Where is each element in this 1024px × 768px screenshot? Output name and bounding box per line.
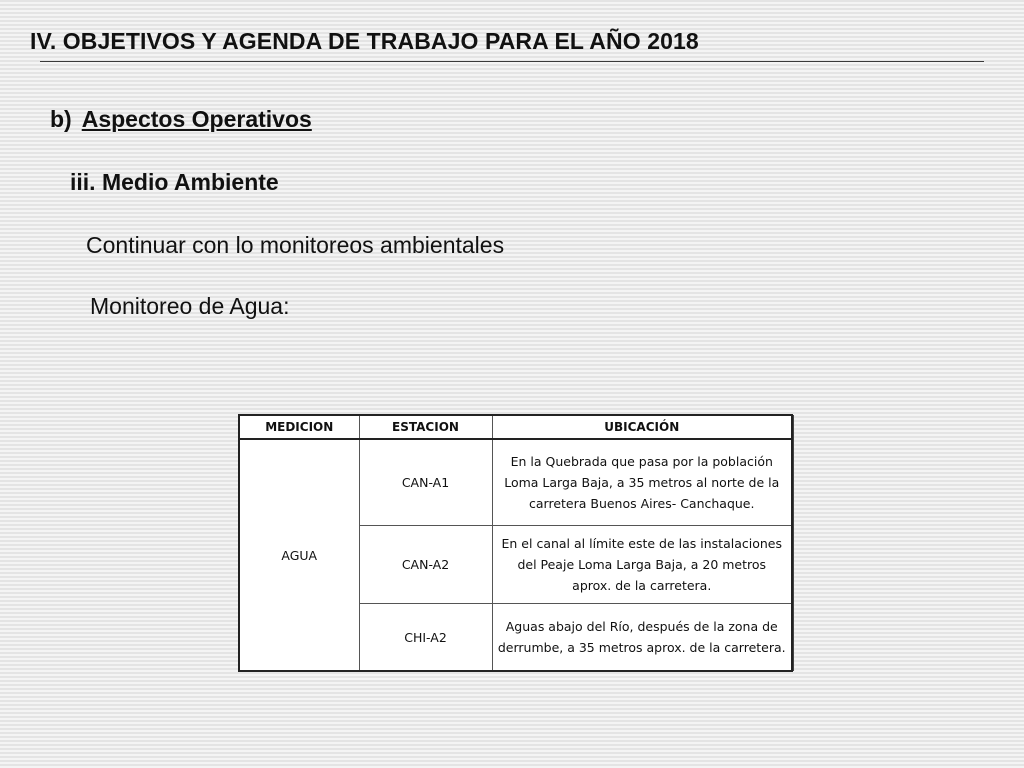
subsection-text: Aspectos Operativos <box>81 106 312 132</box>
ubicacion-cell: En la Quebrada que pasa por la población Loma Larga Baja, a 35 metros al norte de la carretera Buenos Aires- Canchaque. <box>492 439 792 526</box>
monitoring-table-frame <box>238 414 793 670</box>
ubicacion-cell: En el canal al límite este de las instalaciones del Peaje Loma Larga Baja, a 20 metros aprox. de la carretera. <box>492 526 792 604</box>
monitoring-intro-text: Continuar con lo monitoreos ambientales <box>86 232 505 258</box>
header-ubicacion: UBICACIÓN <box>492 415 792 439</box>
medicion-cell: AGUA <box>239 439 359 671</box>
subsection-label: b) <box>50 106 72 132</box>
water-monitoring-label: Monitoreo de Agua: <box>90 293 290 319</box>
title-divider <box>40 61 984 62</box>
ubicacion-cell: Aguas abajo del Río, después de la zona de derrumbe, a 35 metros aprox. de la carretera. <box>492 604 792 672</box>
header-medicion: MEDICION <box>239 415 359 439</box>
header-estacion: ESTACION <box>359 415 492 439</box>
subsubsection-heading: iii. Medio Ambiente <box>70 169 279 195</box>
estacion-cell: CHI-A2 <box>359 604 492 672</box>
slide-title: IV. OBJETIVOS Y AGENDA DE TRABAJO PARA EL AÑO 2018 <box>30 28 699 54</box>
table-row <box>239 439 792 526</box>
water-monitoring-table <box>238 414 793 672</box>
subsection-heading <box>50 106 312 133</box>
estacion-cell: CAN-A2 <box>359 526 492 604</box>
estacion-cell: CAN-A1 <box>359 439 492 526</box>
table-header-row <box>239 415 792 439</box>
